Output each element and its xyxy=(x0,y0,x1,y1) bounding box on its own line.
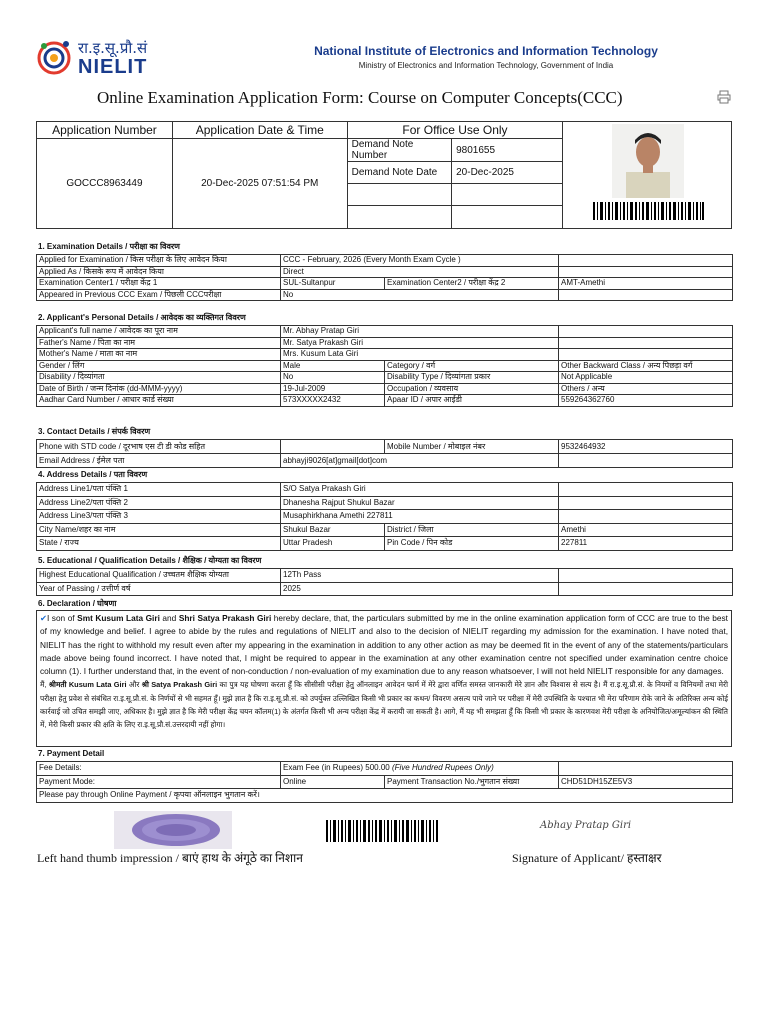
field-value: 9532464932 xyxy=(559,440,733,454)
field-label: Aadhar Card Number / आधार कार्ड संख्या xyxy=(37,395,281,407)
empty-cell xyxy=(559,483,733,497)
thumb-label: Left hand thumb impression / बाएं हाथ के अंगूठे का निशान xyxy=(37,851,303,865)
office-blank-cell xyxy=(452,184,563,206)
field-label: Payment Transaction No./भुगतान संख्या xyxy=(385,775,559,789)
empty-cell xyxy=(559,326,733,338)
field-value: Online xyxy=(281,775,385,789)
education-details-table xyxy=(36,568,733,596)
demand-note-number-value: 9801655 xyxy=(452,139,563,162)
field-label: Mother's Name / माता का नाम xyxy=(37,349,281,361)
empty-cell xyxy=(559,569,733,583)
field-value: Uttar Pradesh xyxy=(281,537,385,551)
section-address-details: 4. Address Details / पता विवरण xyxy=(38,470,148,479)
field-label: Examination Center1 / परीक्षा केंद्र 1 xyxy=(37,278,281,290)
demand-note-date-label: Demand Note Date xyxy=(348,162,452,184)
exam-details-table xyxy=(36,254,733,301)
logo-hindi-text: रा.इ.सू.प्रौ.सं xyxy=(78,39,148,57)
applicant-photo xyxy=(612,124,684,198)
decl-text: I son of xyxy=(46,613,78,623)
decl-text: का पुत्र यह घोषणा करता हूँ कि सीसीसी परीक्षा हेतु ऑनलाइन आवेदन फार्म में मेरे द्वारा वर्णित समस्त जानकारी मेरे ज्ञान और विश्वास से सत्य है। मैं रा.इ.सू.प्रौ.सं. के नियमों व विनियमों तथा मेरी परीक्षा हेतु प्रवेश से संबंधित रा.इ.सू.प्रौ.सं. के निर्णयों से भी सहमत हूँ। मुझे ज्ञात है कि रा.इ.सू.प्रौ.सं. को उपर्युक्त उल्लिखित किसी भी प्रकार का कथन/ विवरण असत्य पाये जाने पर परीक्षा में मेरी उपस्थिति के पश्चात भी मेरा परिणाम रोके जाने के अतिरिक्त अन्य कोई कार्रवाई जो उचित समझी जाए, अधिकार है। मुझे ज्ञात है कि मेरी परीक्षा केंद्र चयन कॉलम(1) के अंतर्गत किसी भी अन्य परीक्षा केंद्र में करायी जा सकती है। आगे, मैं यह भी समझता हूँ कि किसी भी प्रकार के कारणवश मेरी परीक्षा के अनियोजित/अमूल्यांकन की स्थिति में, मेरी किसी प्रकार की क्षति के लिए रा.इ.सू.प्रौ.सं.उत्तरदायी नहीं होगा। xyxy=(40,680,728,730)
demand-note-number-label: Demand Note Number xyxy=(348,139,452,162)
field-label: Highest Educational Qualification / उच्चतम शैक्षिक योग्यता xyxy=(37,569,281,583)
field-label: Disability / दिव्यांगता xyxy=(37,372,281,384)
field-label: Applicant's full name / आवेदक का पूरा नाम xyxy=(37,326,281,338)
fee-words: (Five Hundred Rupees Only) xyxy=(391,763,494,773)
org-name: National Institute of Electronics and Information Technology xyxy=(314,44,658,58)
field-label: Gender / लिंग xyxy=(37,360,281,372)
empty-cell xyxy=(559,266,733,278)
org-subtitle: Ministry of Electronics and Information Technology, Government of India xyxy=(358,61,614,70)
field-value: 2025 xyxy=(281,582,559,596)
field-value: Mr. Abhay Pratap Giri xyxy=(281,326,559,338)
field-label: Apaar ID / अपार आईडी xyxy=(385,395,559,407)
fee-value xyxy=(281,762,559,776)
app-number-header: Application Number xyxy=(37,122,173,139)
field-value: Amethi xyxy=(559,523,733,537)
applicant-signature: Abhay Pratap Giri xyxy=(540,820,632,831)
section-education-details: 5. Educational / Qualification Details / शैक्षिक / योग्यता का विवरण xyxy=(38,556,262,565)
photo-barcode xyxy=(593,202,705,220)
field-label: City Name/शहर का नाम xyxy=(37,523,281,537)
field-label: Pin Code / पिन कोड xyxy=(385,537,559,551)
signature-label: Signature of Applicant/ हस्ताक्षर xyxy=(512,851,662,865)
section-personal-details: 2. Applicant's Personal Details / आवेदक का व्यक्तिगत विवरण xyxy=(38,313,246,322)
field-value: Mrs. Kusum Lata Giri xyxy=(281,349,559,361)
section-contact-details: 3. Contact Details / संपर्क विवरण xyxy=(38,427,151,436)
payment-note: Please pay through Online Payment / कृपया ऑनलाइन भुगतान करें। xyxy=(37,789,733,803)
decl-text: और xyxy=(126,680,142,690)
office-use-table xyxy=(348,139,563,228)
field-label: Fee Details: xyxy=(37,762,281,776)
decl-mother-name-hi: श्रीमती Kusum Lata Giri xyxy=(48,680,127,690)
empty-cell xyxy=(559,496,733,510)
payment-details-table xyxy=(36,761,733,803)
application-summary-table xyxy=(36,121,732,229)
field-label: Appeared in Previous CCC Exam / पिछली CCCपरीक्षा xyxy=(37,289,281,301)
decl-father-name-hi: श्री Satya Prakash Giri xyxy=(141,680,218,690)
field-value: Direct xyxy=(281,266,559,278)
organization-block xyxy=(266,44,706,70)
print-icon[interactable] xyxy=(717,90,731,104)
checkbox-checked-icon[interactable]: ✔ xyxy=(40,613,47,623)
field-value: Mr. Satya Prakash Giri xyxy=(281,337,559,349)
section-declaration: 6. Declaration / घोषणा xyxy=(38,599,117,608)
section-payment-detail: 7. Payment Detail xyxy=(38,749,105,758)
field-value: AMT-Amethi xyxy=(559,278,733,290)
contact-details-table xyxy=(36,439,733,468)
application-barcode xyxy=(326,820,440,842)
field-label: Address Line2/पता पंक्ति 2 xyxy=(37,496,281,510)
field-label: District / जिला xyxy=(385,523,559,537)
fee-amount: Exam Fee (in Rupees) 500.00 xyxy=(283,763,392,773)
field-label: Applied As / किसके रूप में आवेदन किया xyxy=(37,266,281,278)
field-label: Year of Passing / उत्तीर्ण वर्ष xyxy=(37,582,281,596)
field-label: Address Line1/पता पंक्ति 1 xyxy=(37,483,281,497)
field-label: Father's Name / पिता का नाम xyxy=(37,337,281,349)
empty-cell xyxy=(559,762,733,776)
field-value: Male xyxy=(281,360,385,372)
field-value: 12Th Pass xyxy=(281,569,559,583)
field-value: Others / अन्य xyxy=(559,383,733,395)
section-exam-details: 1. Examination Details / परीक्षा का विवरण xyxy=(38,242,180,251)
empty-cell xyxy=(559,510,733,524)
app-date-value: 20-Dec-2025 07:51:54 PM xyxy=(172,139,347,229)
field-value: 573XXXXX2432 xyxy=(281,395,385,407)
field-label: Date of Birth / जन्म दिनांक (dd-MMM-yyyy) xyxy=(37,383,281,395)
empty-cell xyxy=(559,349,733,361)
photo-cell xyxy=(563,122,732,229)
field-label: Address Line3/पता पंक्ति 3 xyxy=(37,510,281,524)
field-value: Shukul Bazar xyxy=(281,523,385,537)
demand-note-date-value: 20-Dec-2025 xyxy=(452,162,563,184)
decl-text: and xyxy=(159,613,179,623)
field-label: State / राज्य xyxy=(37,537,281,551)
empty-cell xyxy=(559,289,733,301)
field-value xyxy=(281,440,385,454)
field-value: abhayji9026[at]gmail[dot]com xyxy=(281,454,559,468)
field-value: 19-Jul-2009 xyxy=(281,383,385,395)
field-value: Other Backward Class / अन्य पिछड़ा वर्ग xyxy=(559,360,733,372)
office-blank-cell xyxy=(348,184,452,206)
field-value: 227811 xyxy=(559,537,733,551)
field-label: Mobile Number / मोबाइल नंबर xyxy=(385,440,559,454)
field-value: Musaphirkhana Amethi 227811 xyxy=(281,510,559,524)
address-details-table xyxy=(36,482,733,551)
logo-text: NIELIT xyxy=(78,56,148,78)
empty-cell xyxy=(559,454,733,468)
form-title: Online Examination Application Form: Course on Computer Concepts(CCC) xyxy=(97,88,623,107)
field-value: Not Applicable xyxy=(559,372,733,384)
declaration-box xyxy=(36,610,732,747)
field-label: Occupation / व्यवसाय xyxy=(385,383,559,395)
decl-mother-name: Smt Kusum Lata Giri xyxy=(77,613,160,623)
field-label: Examination Center2 / परीक्षा केंद्र 2 xyxy=(385,278,559,290)
decl-text: hereby declare, that, the particulars submitted by me in the online examination application form of CCC are true to the best of my knowledge and belief. I agree to abide by the rules and regulations of NIELIT and also to the decision of NIELIT regarding my admission for the examination. I have noted that, NIELIT has the right to withhold my result even after my appearing in the examination in addition to any other action as may be deemed fit in the event of any of the statements/particulars made above being found incorrect. I have noted that, I might be required to appear in the examination at any other examination centre not specified under examination centre choice column (1). I further understand that, in the event of non-conduction / non-evaluation of my examination due to any reason whatsoever, I will not held NIELIT responsible for any damages. xyxy=(40,613,728,677)
field-label: Applied for Examination / किस परीक्षा के लिए आवेदन किया xyxy=(37,255,281,267)
field-value: CHD51DH15ZE5V3 xyxy=(559,775,733,789)
declaration-english xyxy=(40,612,728,678)
declaration-hindi xyxy=(40,678,728,731)
field-value: SUL-Sultanpur xyxy=(281,278,385,290)
decl-father-name: Shri Satya Prakash Giri xyxy=(178,613,272,623)
personal-details-table xyxy=(36,325,733,407)
field-value: No xyxy=(281,372,385,384)
field-value: 559264362760 xyxy=(559,395,733,407)
field-value: No xyxy=(281,289,559,301)
field-label: Phone with STD code / दूरभाष एस टी डी कोड सहित xyxy=(37,440,281,454)
page-header xyxy=(36,36,736,88)
office-use-header: For Office Use Only xyxy=(347,122,563,139)
decl-text: मैं, xyxy=(40,680,49,690)
empty-cell xyxy=(559,582,733,596)
field-value: CCC - February, 2026 (Every Month Exam Cycle ) xyxy=(281,255,559,267)
office-use-cell xyxy=(347,139,563,229)
field-label: Category / वर्ग xyxy=(385,360,559,372)
field-label: Payment Mode: xyxy=(37,775,281,789)
field-label: Email Address / ईमेल पता xyxy=(37,454,281,468)
app-number-value: GOCCC8963449 xyxy=(37,139,173,229)
field-value: S/O Satya Prakash Giri xyxy=(281,483,559,497)
empty-cell xyxy=(559,337,733,349)
empty-cell xyxy=(559,255,733,267)
office-blank-cell xyxy=(348,206,452,228)
field-label: Disability Type / दिव्यांगता प्रकार xyxy=(385,372,559,384)
app-date-header: Application Date & Time xyxy=(172,122,347,139)
thumb-impression xyxy=(114,811,232,849)
field-value: Dhanesha Rajput Shukul Bazar xyxy=(281,496,559,510)
office-blank-cell xyxy=(452,206,563,228)
